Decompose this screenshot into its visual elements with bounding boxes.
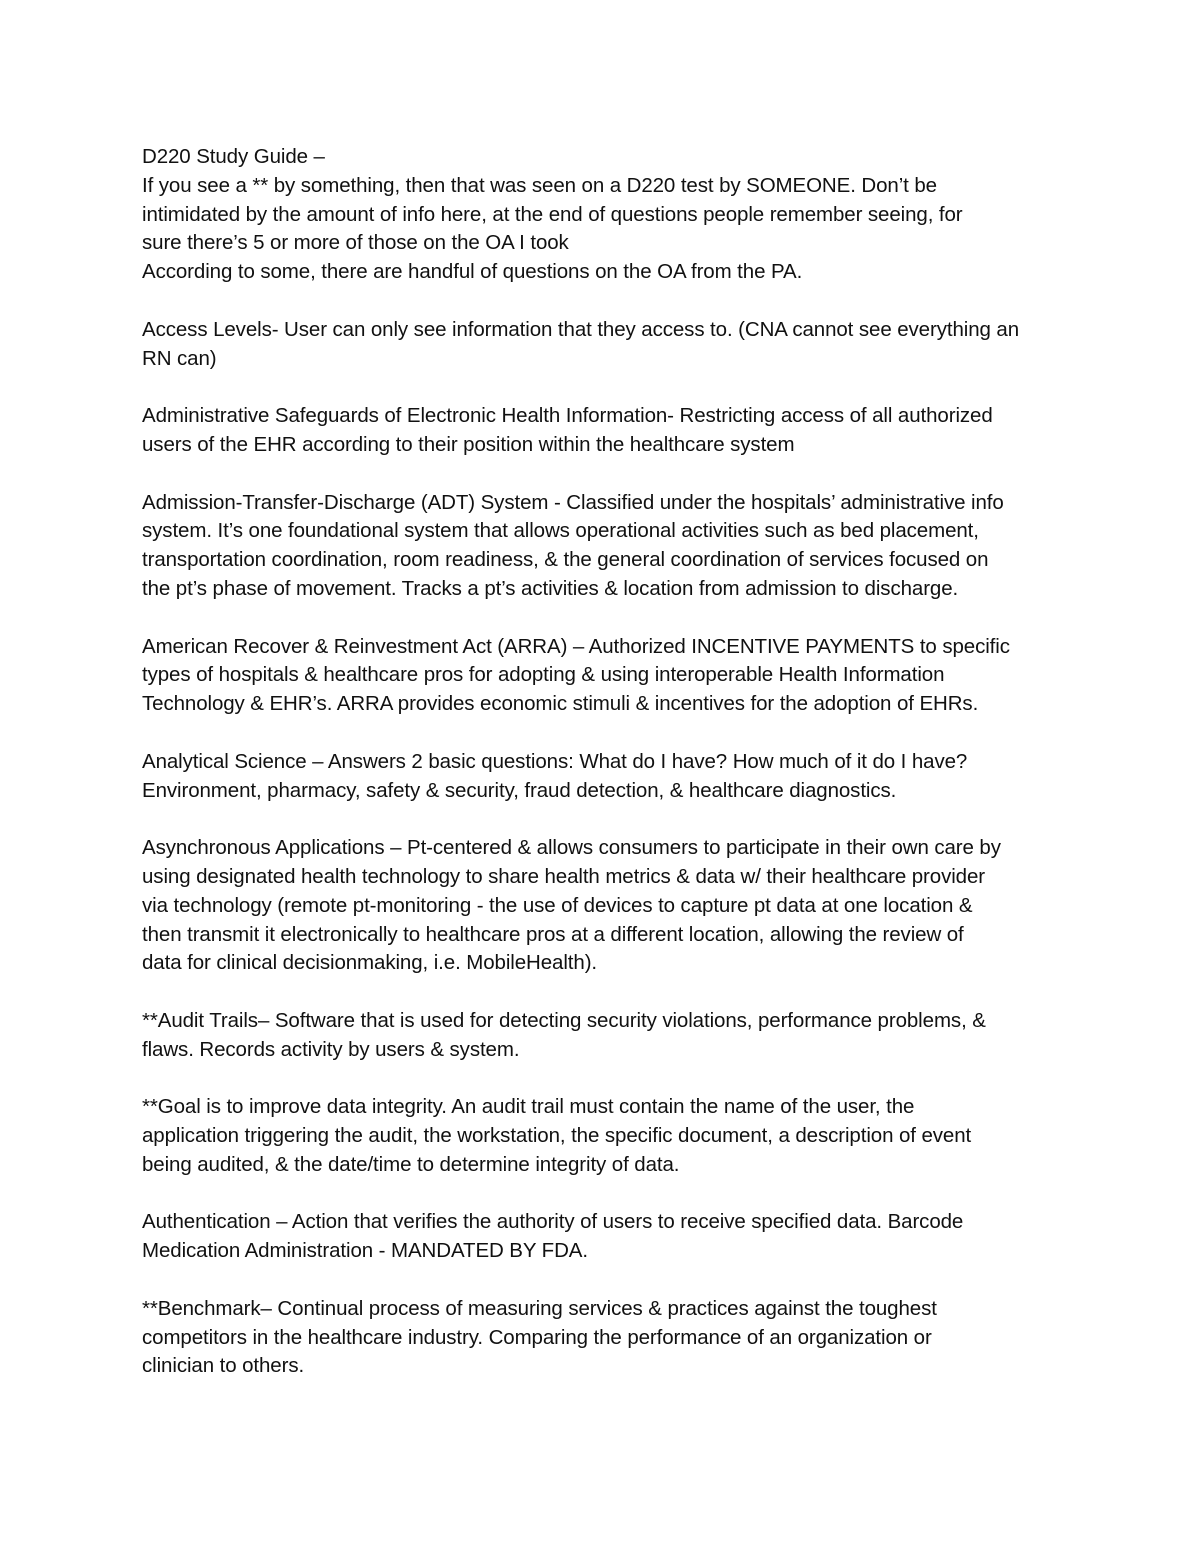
intro-block: [142, 143, 1072, 287]
entry-line: transportation coordination, room readiness, & the general coordination of services focused on: [142, 548, 989, 572]
entry-line: **Audit Trails– Software that is used for detecting security violations, performance problems, &: [142, 1008, 986, 1032]
paragraph-spacer: [142, 805, 1072, 834]
entry-line: Asynchronous Applications – Pt-centered & allows consumers to participate in their own care by: [142, 836, 1001, 860]
paragraph-spacer: [142, 978, 1072, 1007]
entry-line: being audited, & the date/time to determine integrity of data.: [142, 1152, 680, 1176]
entry-line: users of the EHR according to their position within the healthcare system: [142, 432, 795, 456]
entry-line: Analytical Science – Answers 2 basic questions: What do I have? How much of it do I have?: [142, 749, 968, 773]
entry-asynchronous-applications: [142, 834, 1072, 978]
entry-line: competitors in the healthcare industry. Comparing the performance of an organization or: [142, 1325, 932, 1349]
entry-line: Authentication – Action that verifies the authority of users to receive specified data. Barcode: [142, 1210, 964, 1234]
intro-line: If you see a ** by something, then that was seen on a D220 test by SOMEONE. Don’t be: [142, 173, 937, 197]
entry-benchmark: [142, 1295, 1072, 1381]
entry-line: **Goal is to improve data integrity. An audit trail must contain the name of the user, the: [142, 1095, 915, 1119]
entry-line: Access Levels- User can only see information that they access to. (CNA cannot see everything an: [142, 317, 1019, 341]
entry-analytical-science: [142, 748, 1072, 806]
entry-line: using designated health technology to share health metrics & data w/ their healthcare provider: [142, 864, 986, 888]
paragraph-spacer: [142, 460, 1072, 489]
entry-line: flaws. Records activity by users & system.: [142, 1037, 520, 1061]
paragraph-spacer: [142, 373, 1072, 402]
entry-line: the pt’s phase of movement. Tracks a pt’s activities & location from admission to discharge.: [142, 576, 959, 600]
entry-audit-goal: [142, 1093, 1072, 1179]
entry-line: Administrative Safeguards of Electronic Health Information- Restricting access of all authorized: [142, 404, 993, 428]
intro-line: According to some, there are handful of questions on the OA from the PA.: [142, 260, 803, 284]
entry-line: types of hospitals & healthcare pros for adopting & using interoperable Health Information: [142, 663, 945, 687]
entry-line: via technology (remote pt-monitoring - the use of devices to capture pt data at one location &: [142, 893, 973, 917]
paragraph-spacer: [142, 719, 1072, 748]
paragraph-spacer: [142, 287, 1072, 316]
entry-line: system. It’s one foundational system that allows operational activities such as bed placement,: [142, 519, 979, 543]
paragraph-spacer: [142, 1266, 1072, 1295]
entry-administrative-safeguards: [142, 402, 1072, 460]
paragraph-spacer: [142, 604, 1072, 633]
entry-adt-system: [142, 489, 1072, 604]
intro-line: sure there’s 5 or more of those on the OA I took: [142, 231, 569, 255]
entry-line: Medication Administration - MANDATED BY FDA.: [142, 1239, 588, 1263]
entry-line: clinician to others.: [142, 1354, 305, 1378]
entry-line: Admission-Transfer-Discharge (ADT) System - Classified under the hospitals’ administrative info: [142, 490, 1004, 514]
paragraph-spacer: [142, 1180, 1072, 1209]
entry-line: RN can): [142, 346, 217, 370]
entry-line: application triggering the audit, the workstation, the specific document, a description of event: [142, 1124, 972, 1148]
entry-line: American Recover & Reinvestment Act (ARRA) – Authorized INCENTIVE PAYMENTS to specific: [142, 634, 1010, 658]
entry-line: **Benchmark– Continual process of measuring services & practices against the toughest: [142, 1296, 937, 1320]
entry-line: data for clinical decisionmaking, i.e. MobileHealth).: [142, 951, 598, 975]
entry-line: Technology & EHR’s. ARRA provides economic stimuli & incentives for the adoption of EHRs.: [142, 692, 979, 716]
paragraph-spacer: [142, 1065, 1072, 1094]
entry-access-levels: [142, 316, 1072, 374]
intro-line: intimidated by the amount of info here, at the end of questions people remember seeing, for: [142, 202, 963, 226]
entry-authentication: [142, 1208, 1072, 1266]
entry-arra: [142, 633, 1072, 719]
entry-line: then transmit it electronically to healthcare pros at a different location, allowing the review of: [142, 922, 964, 946]
entry-audit-trails: [142, 1007, 1072, 1065]
entry-line: Environment, pharmacy, safety & security, fraud detection, & healthcare diagnostics.: [142, 778, 897, 802]
document-body: [142, 143, 1072, 1381]
document-title: D220 Study Guide –: [142, 145, 325, 168]
